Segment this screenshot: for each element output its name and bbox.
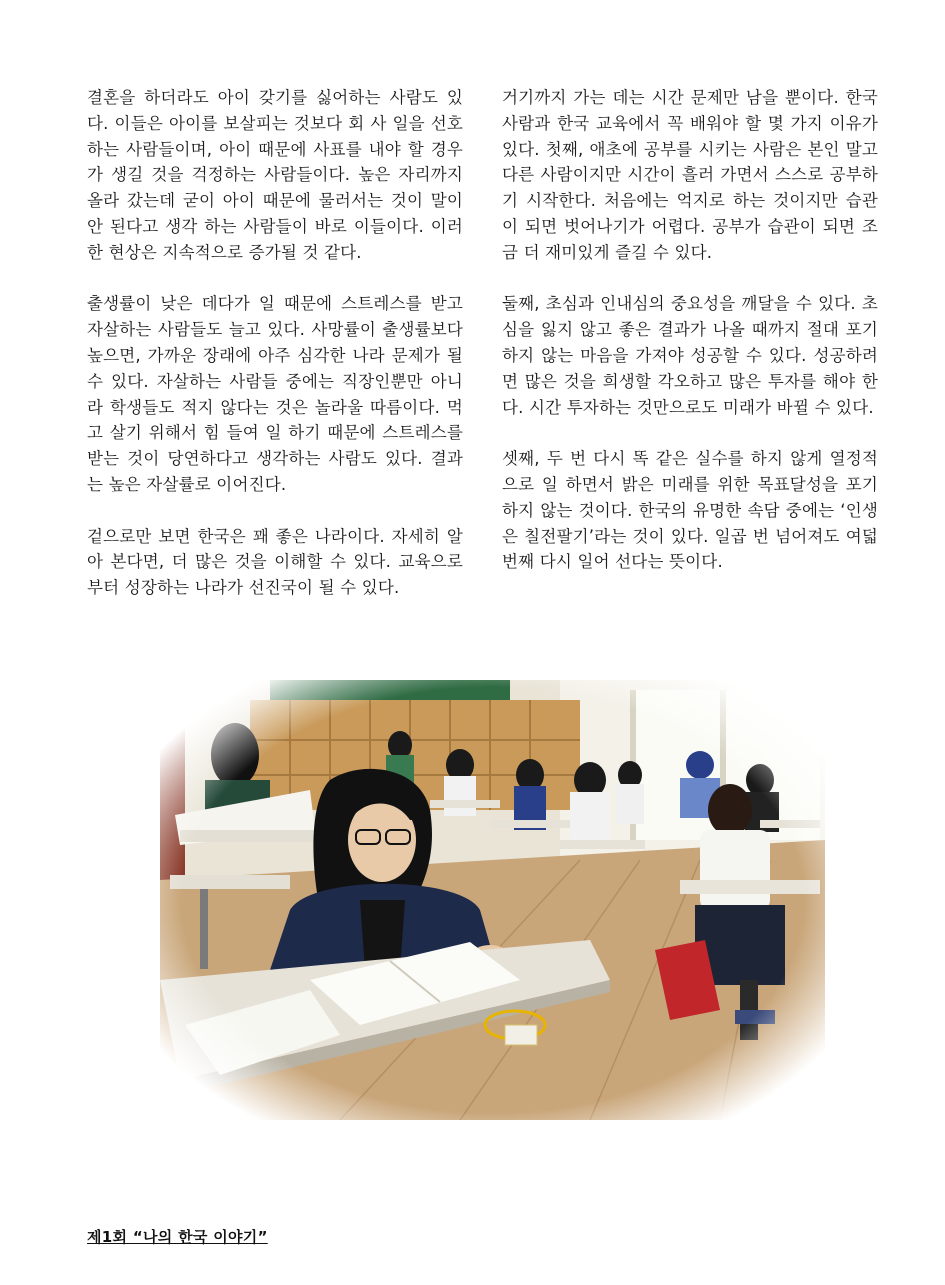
footer-title: 제1회 “나의 한국 이야기” (87, 1228, 268, 1246)
paragraph: 거기까지 가는 데는 시간 문제만 남을 뿐이다. 한국 사람과 한국 교육에서 꼭 배워야 할 몇 가지 이유가 있다. 첫째, 애초에 공부를 시키는 사람은 본인 말고 다른 사람이지만 시간이 흘러 가면서 스스로 공부하기 시작한다. 처음에는 억지로 하는 것이지만 습관이 되면 벗어나기가 어렵다. 공부가 습관이 되면 조금 더 재미있게 즐길 수 있다. (502, 88, 878, 262)
paragraph: 출생률이 낮은 데다가 일 때문에 스트레스를 받고 자살하는 사람들도 늘고 있다. 사망률이 출생률보다 높으면, 가까운 장래에 아주 심각한 나라 문제가 될 수 있다. 자살하는 사람들 중에는 직장인뿐만 아니라 학생들도 적지 않다는 것은 놀라울 따름이다. 먹고 살기 위해서 힘 들여 일 하기 때문에 스트레스를 받는 것이 당연하다고 생각하는 사람도 있다. 결과는 높은 자살률로 이어진다. (87, 294, 463, 494)
paragraph: 셋째, 두 번 다시 똑 같은 실수를 하지 않게 열정적으로 일 하면서 밝은 미래를 위한 목표달성을 포기 하지 않는 것이다. 한국의 유명한 속담 중에는 ‘인생은 칠전팔기’라는 것이 있다. 일곱 번 넘어져도 여덟 번째 다시 일어 선다는 뜻이다. (502, 449, 878, 572)
paragraph: 둘째, 초심과 인내심의 중요성을 깨달을 수 있다. 초심을 잃지 않고 좋은 결과가 나올 때까지 절대 포기하지 않는 마음을 가져야 성공할 수 있다. 성공하려면 많은 것을 희생할 각오하고 많은 투자를 해야 한다. 시간 투자하는 것만으로도 미래가 바뀔 수 있다. (502, 294, 878, 417)
right-column (502, 85, 878, 601)
left-column (87, 85, 463, 627)
classroom-exam-photo (160, 680, 825, 1120)
paragraph: 겉으로만 보면 한국은 꽤 좋은 나라이다. 자세히 알아 본다면, 더 많은 것을 이해할 수 있다. 교육으로부터 성장하는 나라가 선진국이 될 수 있다. (87, 526, 463, 598)
paragraph: 결혼을 하더라도 아이 갖기를 싫어하는 사람도 있다. 이들은 아이를 보살피는 것보다 회 사 일을 선호하는 사람들이며, 아이 때문에 사표를 내야 할 경우가 생길 것을 걱정하는 사람들이다. 높은 자리까지 올라 갔는데 굳이 아이 때문에 물러서는 것이 말이 안 된다고 생각 하는 사람들이 바로 이들이다. 이러한 현상은 지속적으로 증가될 것 같다. (87, 88, 463, 262)
